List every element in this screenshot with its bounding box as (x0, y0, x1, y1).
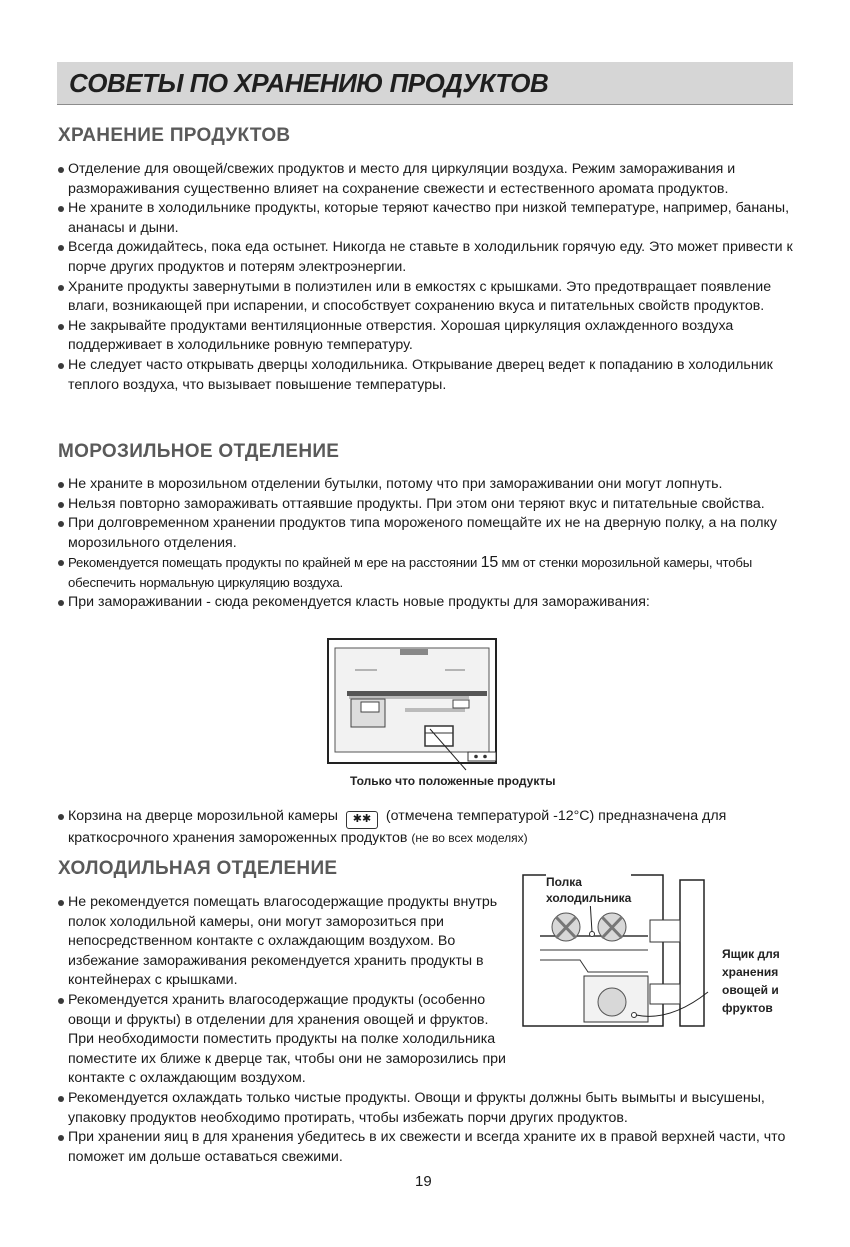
list-item: Не следует часто открывать дверцы холодильника. Открывание дверец ведет к попаданию в холодильник теплого воздуха, что вызывает повышение температуры. (57, 356, 797, 395)
storage-heading: ХРАНЕНИЕ ПРОДУКТОВ (58, 125, 291, 146)
snowflake-icon: ✱✱ (346, 811, 378, 829)
crisper-label-line: Ящик для (722, 947, 780, 961)
list-item: Всегда дожидайтесь, пока еда остынет. Никогда не ставьте в холодильник горячую еду. Это может привести к порче других продуктов и потерям электроэнергии. (57, 238, 797, 277)
freezer-basket-list (57, 807, 802, 849)
crisper-label-line: хранения (722, 965, 779, 979)
list-item: Храните продукты завернутыми в полиэтилен или в емкостях с крышками. Это предотвращает появление влаги, возникающей при испарении, и способствует сохранению вкуса и питательных свойств продуктов. (57, 278, 797, 317)
list-item: Отделение для овощей/свежих продуктов и место для циркуляции воздуха. Режим замораживания и размораживания существенно влияет на сохранение свежести и естественного аромата продуктов. (57, 160, 797, 199)
text-part: (отмечена температурой -12°C) предназначена для краткосрочного хранения замороженных продуктов (68, 808, 727, 846)
diagram-caption: Только что положенные продукты (350, 774, 556, 788)
list-item: Не закрывайте продуктами вентиляционные отверстия. Хорошая циркуляция охлажденного воздуха поддерживает в холодильнике ровную температуру. (57, 317, 797, 356)
shelf-label-line: холодильника (546, 891, 632, 905)
list-item: Не храните в холодильнике продукты, которые теряют качество при низкой температуре, например, бананы, ананасы и дыни. (57, 199, 797, 238)
list-item: Нельзя повторно замораживать оттаявшие продукты. При этом они теряют вкус и питательные свойства. (57, 495, 802, 515)
list-item: При долговременном хранении продуктов типа мороженого помещайте их не на дверную полку, а на полку морозильного отделения. (57, 514, 802, 553)
text-part: мм от стенки морозильной камеры, чтобы обеспечить нормальную циркуляцию воздуха. (68, 555, 752, 590)
storage-list (57, 160, 797, 395)
shelf-label (546, 874, 631, 906)
list-item (57, 553, 802, 592)
fridge-heading: ХОЛОДИЛЬНАЯ ОТДЕЛЕНИЕ (58, 858, 338, 879)
distance-number: 15 (480, 554, 499, 572)
list-item (57, 807, 802, 849)
freezer-heading: МОРОЗИЛЬНОЕ ОТДЕЛЕНИЕ (58, 441, 340, 462)
freezer-list (57, 475, 802, 612)
list-item: При хранении яиц в для хранения убедитесь в их свежести и всегда храните их в правой верхней части, что поможет им дольше оставаться свежими. (57, 1128, 797, 1167)
freezer-diagram (325, 636, 505, 772)
shelf-label-line: Полка (546, 875, 582, 889)
list-item: Рекомендуется охлаждать только чистые продукты. Овощи и фрукты должны быть вымыты и высушены, упаковку продуктов необходимо протирать, чтобы избежать порчи других продуктов. (57, 1089, 797, 1128)
list-item: При замораживании - сюда рекомендуется класть новые продукты для замораживания: (57, 593, 802, 613)
text-part: Рекомендуется хранить влагосодержащие продукты (особенно овощи и фрукты) в отделении для хранения овощей и фруктов. При необходимости поместить продукты на полке холодильника поместите их ближе к дверце так, чтобы они не заморозились при контакте с охлаждающим воздухом. (68, 991, 506, 1087)
text-part: Рекомендуется помещать продукты по крайней м ере на расстоянии (68, 555, 481, 571)
crisper-label-line: фруктов (722, 1001, 773, 1015)
list-item: Не рекомендуется помещать влагосодержащие продукты внутрь полок холодильной камеры, они могут заморозиться при непосредственном контакте с охлаждающим воздухом. Во избежание замораживания рекомендуется хранить продукты в контейнерах с крышками. (57, 893, 508, 991)
page-title: СОВЕТЫ ПО ХРАНЕНИЮ ПРОДУКТОВ (69, 68, 549, 98)
crisper-label-line: овощей и (722, 983, 779, 997)
list-item: Не храните в морозильном отделении бутылки, потому что при замораживании они могут лопнуть. (57, 475, 802, 495)
page-title-bar (57, 62, 793, 105)
text-part: Корзина на дверце морозильной камеры (68, 808, 338, 824)
crisper-label (722, 945, 780, 1017)
page-number: 19 (415, 1173, 432, 1190)
model-note: (не во всех моделях) (411, 831, 528, 845)
